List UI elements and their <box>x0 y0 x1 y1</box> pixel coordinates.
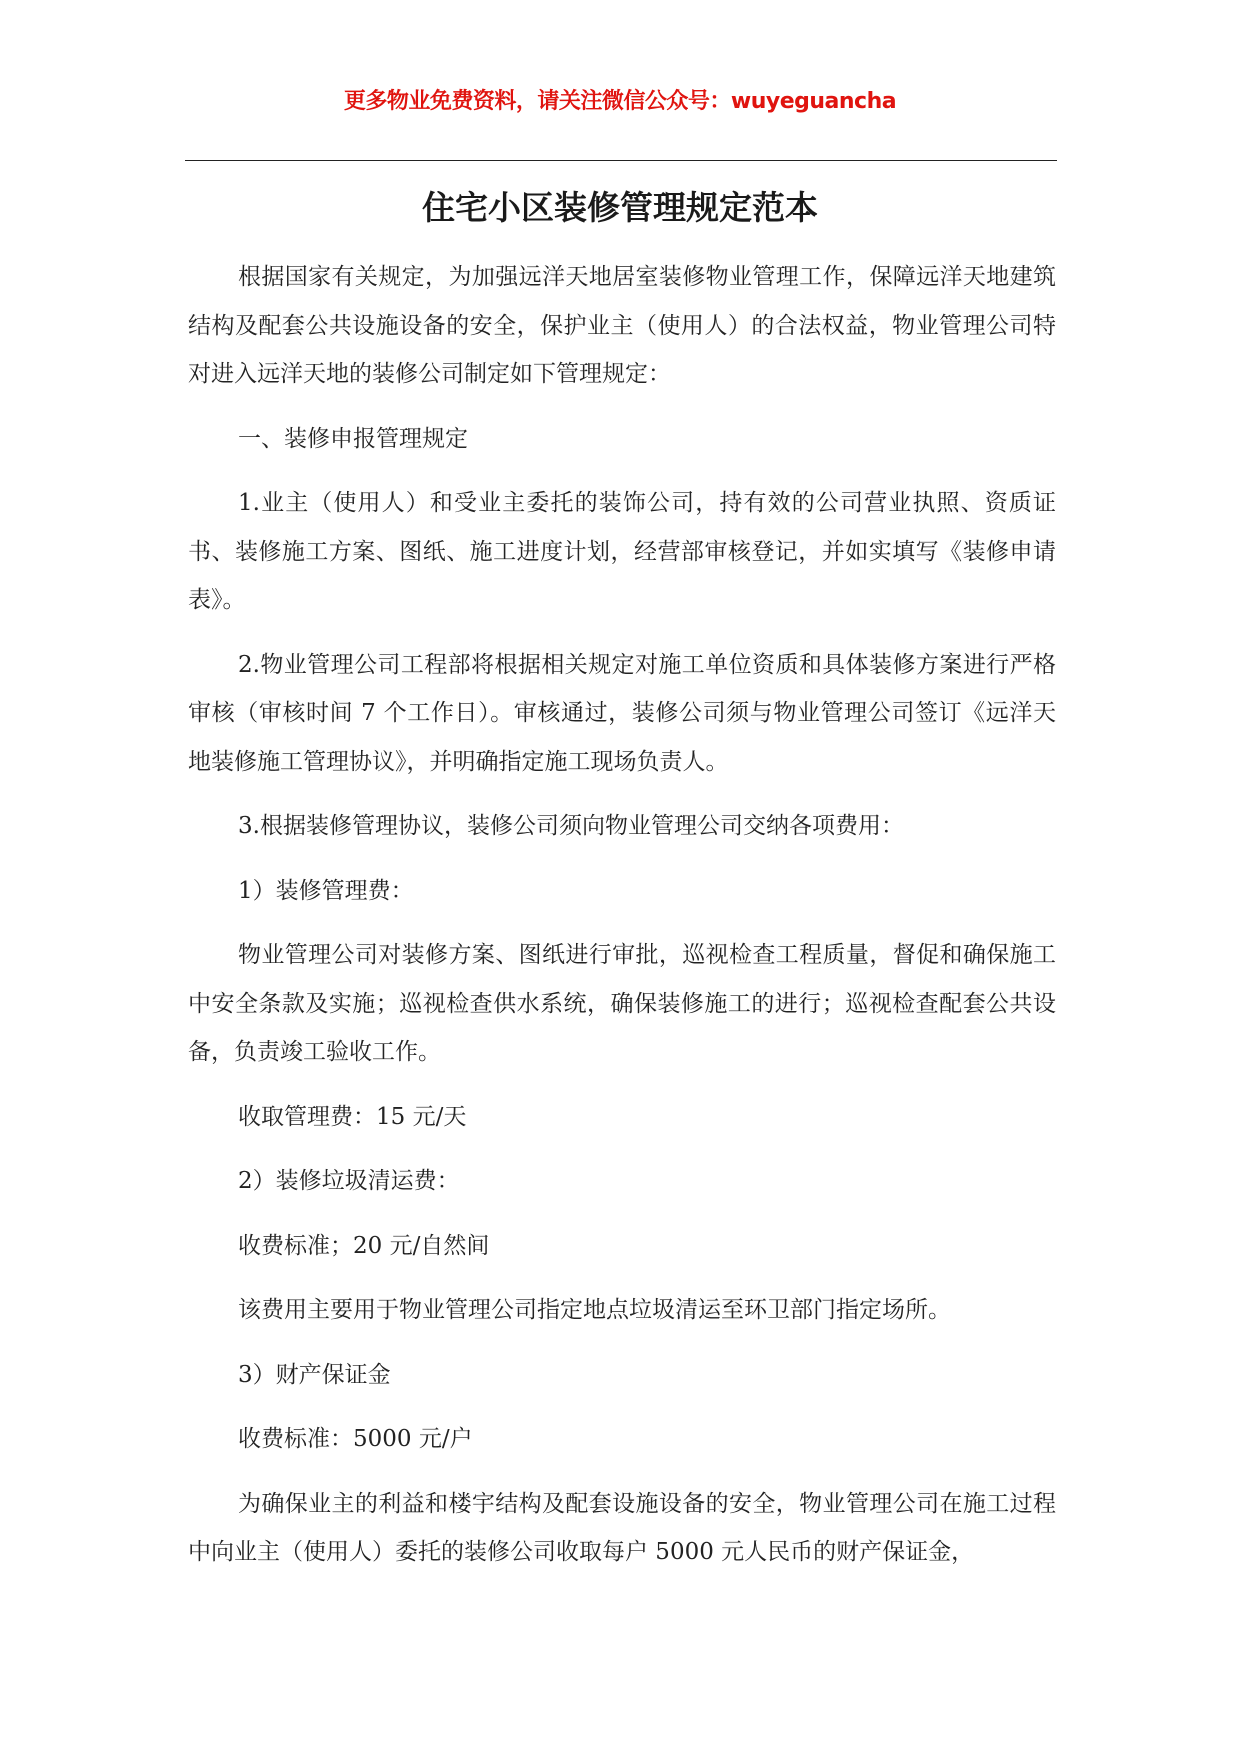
paragraph-management-fee: 物业管理公司对装修方案、图纸进行审批，巡视检查工程质量，督促和确保施工中安全条款及实施；巡视检查供水系统，确保装修施工的进行；巡视检查配套公共设备，负责竣工验收工作。 <box>188 942 1056 1065</box>
paragraph-intro: 根据国家有关规定，为加强远洋天地居室装修物业管理工作，保障远洋天地建筑结构及配套公共设施设备的安全，保护业主（使用人）的合法权益，物业管理公司特对进入远洋天地的装修公司制定如下管理规定： <box>188 264 1056 387</box>
fee-rate-garbage: 收费标准；20 元/自然间 <box>238 1232 490 1259</box>
fee-heading-deposit: 3）财产保证金 <box>238 1361 391 1388</box>
paragraph-deposit: 为确保业主的利益和楼宇结构及配套设施设备的安全，物业管理公司在施工过程中向业主（使用人）委托的装修公司收取每户 5000 元人民币的财产保证金， <box>188 1490 1056 1565</box>
page-title: 住宅小区装修管理规定范本 <box>422 188 818 227</box>
fee-heading-garbage: 2）装修垃圾清运费： <box>238 1168 460 1194</box>
document-body <box>188 253 1056 1593</box>
paragraph-item-1: 1.业主（使用人）和受业主委托的装饰公司，持有效的公司营业执照、资质证书、装修施工方案、图纸、施工进度计划，经营部审核登记，并如实填写《装修申请表》。 <box>188 490 1056 613</box>
paragraph-item-3: 3.根据装修管理协议，装修公司须向物业管理公司交纳各项费用： <box>238 813 904 839</box>
section-heading-1: 一、装修申报管理规定 <box>238 425 468 452</box>
fee-rate-deposit: 收费标准：5000 元/户 <box>238 1426 473 1452</box>
paragraph-item-2: 2.物业管理公司工程部将根据相关规定对施工单位资质和具体装修方案进行严格审核（审核时间 7 个工作日）。审核通过，装修公司须与物业管理公司签订《远洋天地装修施工管理协议》，并明确指定施工现场负责人。 <box>188 651 1056 775</box>
header-divider <box>185 160 1057 161</box>
header-notice: 更多物业免费资料，请关注微信公众号：wuyeguancha <box>343 89 897 114</box>
fee-heading-management: 1）装修管理费： <box>238 877 414 904</box>
paragraph-garbage-fee: 该费用主要用于物业管理公司指定地点垃圾清运至环卫部门指定场所。 <box>238 1297 951 1323</box>
fee-rate-management: 收取管理费：15 元/天 <box>238 1103 467 1130</box>
